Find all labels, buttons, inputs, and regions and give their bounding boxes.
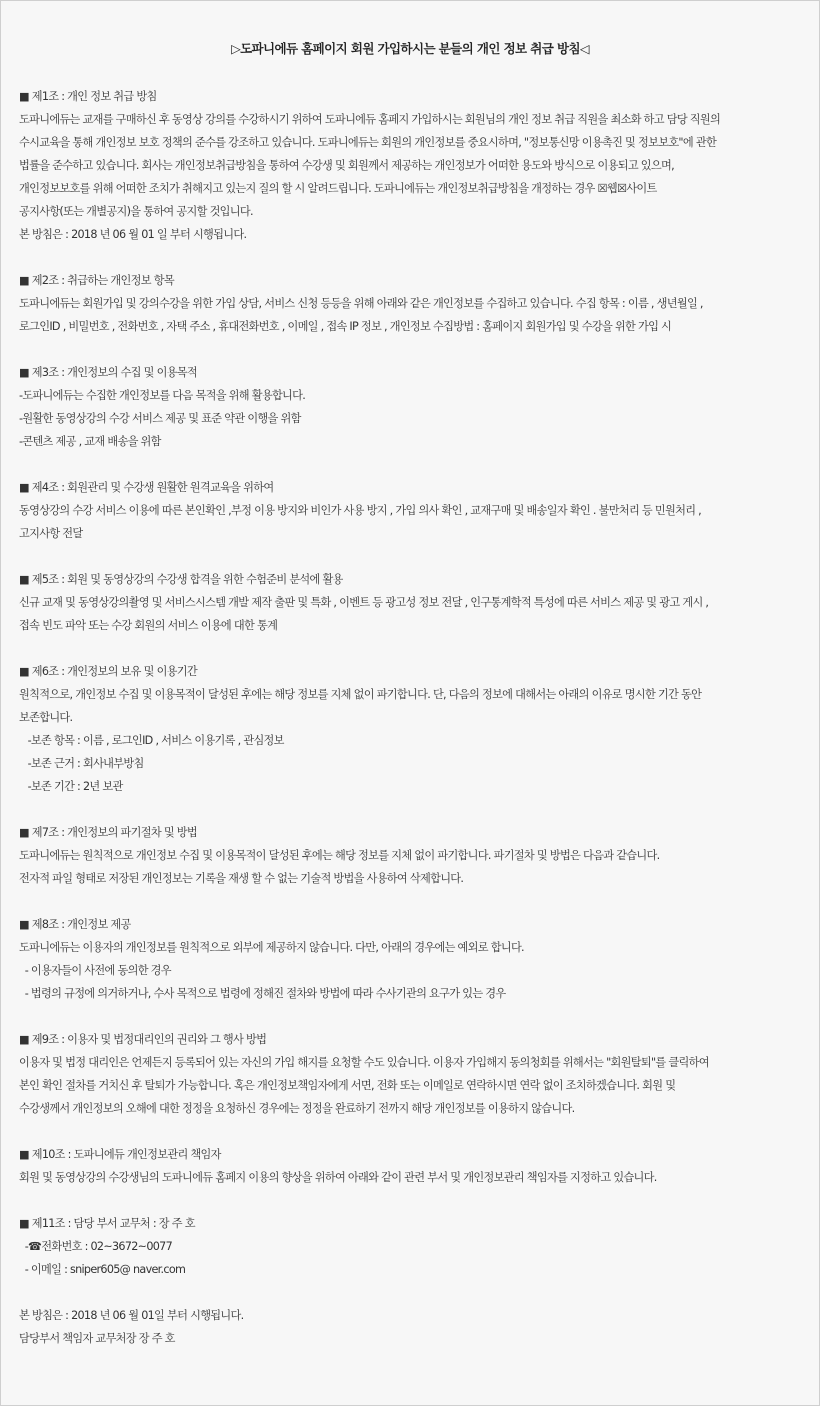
paragraph-line: 수시교육을 통해 개인정보 보호 정책의 준수를 강조하고 있습니다. 도파니에듀는 회원의 개인정보를 중요시하며, "정보통신망 이용촉진 및 정보보호"에 관한 [19,136,717,149]
paragraph-line: 수강생께서 개인정보의 오해에 대한 정정을 요청하신 경우에는 정정을 완료하기 전까지 해당 개인정보를 이용하지 않습니다. [19,1102,575,1115]
section-5 [19,568,801,637]
paragraph-line: 개인정보보호를 위해 어떠한 조치가 취해지고 있는지 질의 할 시 알려드립니다. 도파니에듀는 개인정보취급방침을 개정하는 경우 ☒웹☒사이트 [19,182,657,195]
paragraph-line: 도파니에듀는 이용자의 개인정보를 원칙적으로 외부에 제공하지 않습니다. 다만, 아래의 경우에는 예외로 합니다. [19,941,524,954]
section-heading: ■ 제8조 : 개인정보 제공 [19,918,131,931]
paragraph-line: 공지사항(또는 개별공지)을 통하여 공지할 것입니다. [19,205,253,218]
paragraph-line: 동영상강의 수강 서비스 이용에 따른 본인확인 ,부정 이용 방지와 비인가 사용 방지 , 가입 의사 확인 , 교재구매 및 배송일자 확인 . 불만처리 등 민원처리 , [19,504,702,517]
page-title: ▷도파니에듀 홈페이지 회원 가입하시는 분들의 개인 정보 취급 방침◁ [231,41,589,56]
paragraph-line: 도파니에듀는 원칙적으로 개인정보 수집 및 이용목적이 달성된 후에는 해당 정보를 지체 없이 파기합니다. 파기절차 및 방법은 다음과 같습니다. [19,849,660,862]
paragraph-line: 도파니에듀는 회원가입 및 강의수강을 위한 가입 상담, 서비스 신청 등등을 위해 아래와 같은 개인정보를 수집하고 있습니다. 수집 항목 : 이름 , 생년월일 , [19,297,703,310]
paragraph-line: 도파니에듀는 교재를 구매하신 후 동영상 강의를 수강하시기 위하여 도파니에듀 홈페지 가입하시는 회원님의 개인 정보 취급 직원을 최소화 하고 담당 직원의 [19,113,721,126]
paragraph-line: 전자적 파일 형태로 저장된 개인정보는 기록을 재생 할 수 없는 기술적 방법을 사용하여 삭제합니다. [19,872,464,885]
section-6 [19,660,801,798]
section-9 [19,1028,801,1120]
paragraph-line: 신규 교재 및 동영상강의촬영 및 서비스시스템 개발 제작 출판 및 특화 , 이벤트 등 광고성 정보 전달 , 인구통계학적 특성에 따른 서비스 제공 및 광고 게시 , [19,596,709,609]
section-2 [19,269,801,338]
section-heading: ■ 제9조 : 이용자 및 법정대리인의 권리와 그 행사 방법 [19,1033,267,1046]
policy-body [19,85,801,1373]
section-7 [19,821,801,890]
effective-date: 본 방침은 : 2018 년 06 월 01일 부터 시행됩니다. [19,1309,244,1322]
paragraph-line: 본 방침은 : 2018 년 06 월 01 일 부터 시행됩니다. [19,228,247,241]
paragraph-line: 고지사항 전달 [19,527,83,540]
paragraph-line: -콘텐츠 제공 , 교재 배송을 위함 [19,435,161,448]
paragraph-line: 법률을 준수하고 있습니다. 회사는 개인정보취급방침을 통하여 수강생 및 회원께서 제공하는 개인정보가 어떠한 용도와 방식으로 이용되고 있으며, [19,159,674,172]
section-heading: ■ 제2조 : 취급하는 개인정보 항목 [19,274,174,287]
section-heading: ■ 제10조 : 도파니에듀 개인정보관리 책임자 [19,1148,221,1161]
retention-item: -보존 기간 : 2년 보관 [19,780,123,793]
section-1 [19,85,801,246]
paragraph-line: 로그인ID , 비밀번호 , 전화번호 , 자택 주소 , 휴대전화번호 , 이메일 , 접속 IP 정보 , 개인정보 수집방법 : 홈페이지 회원가입 및 수강을 위한 가입 시 [19,320,672,333]
paragraph-line: 접속 빈도 파악 또는 수강 회원의 서비스 이용에 대한 통계 [19,619,278,632]
section-11 [19,1212,801,1281]
paragraph-line: -원활한 동영상강의 수강 서비스 제공 및 표준 약관 이행을 위함 [19,412,301,425]
section-4 [19,476,801,545]
exception-item: - 이용자들이 사전에 동의한 경우 [19,964,171,977]
contact-phone: -☎전화번호 : 02~3672~0077 [19,1240,173,1253]
paragraph-line: 보존합니다. [19,711,73,724]
section-heading: ■ 제1조 : 개인 정보 취급 방침 [19,90,157,103]
paragraph-line: 원칙적으로, 개인정보 수집 및 이용목적이 달성된 후에는 해당 정보를 지체 없이 파기합니다. 단, 다음의 정보에 대해서는 아래의 이유로 명시한 기간 동안 [19,688,702,701]
contact-email: - 이메일 : sniper605@ naver.com [19,1263,186,1276]
paragraph-line: -도파니에듀는 수집한 개인정보를 다음 목적을 위해 활용합니다. [19,389,306,402]
section-heading: ■ 제4조 : 회원관리 및 수강생 원활한 원격교육을 위하여 [19,481,274,494]
section-heading: ■ 제11조 : 담당 부서 교무처 : 장 주 호 [19,1217,195,1230]
paragraph-line: 이용자 및 법정 대리인은 언제든지 등록되어 있는 자신의 가입 해지를 요청할 수도 있습니다. 이용자 가입해지 동의청회를 위해서는 "회원탈퇴"를 클릭하여 [19,1056,709,1069]
retention-item: -보존 근거 : 회사내부방침 [19,757,144,770]
exception-item: - 법령의 규정에 의거하거나, 수사 목적으로 법령에 정해진 절차와 방법에 따라 수사기관의 요구가 있는 경우 [19,987,506,1000]
section-3 [19,361,801,453]
section-8 [19,913,801,1005]
section-heading: ■ 제7조 : 개인정보의 파기절차 및 방법 [19,826,197,839]
footer-notice [19,1304,801,1350]
retention-item: -보존 항목 : 이름 , 로그인ID , 서비스 이용기록 , 관심정보 [19,734,284,747]
paragraph-line: 회원 및 동영상강의 수강생님의 도파니에듀 홈페지 이용의 향상을 위하여 아래와 같이 관련 부서 및 개인정보관리 책임자를 지정하고 있습니다. [19,1171,657,1184]
responsible-officer: 담당부서 책임자 교무처장 장 주 호 [19,1332,175,1345]
section-heading: ■ 제3조 : 개인정보의 수집 및 이용목적 [19,366,197,379]
paragraph-line: 본인 확인 절차를 거치신 후 탈퇴가 가능합니다. 혹은 개인정보책임자에게 서면, 전화 또는 이메일로 연락하시면 연락 없이 조치하겠습니다. 회원 및 [19,1079,676,1092]
section-heading: ■ 제6조 : 개인정보의 보유 및 이용기간 [19,665,197,678]
section-10 [19,1143,801,1189]
section-heading: ■ 제5조 : 회원 및 동영상강의 수강생 합격을 위한 수험준비 분석에 활용 [19,573,343,586]
